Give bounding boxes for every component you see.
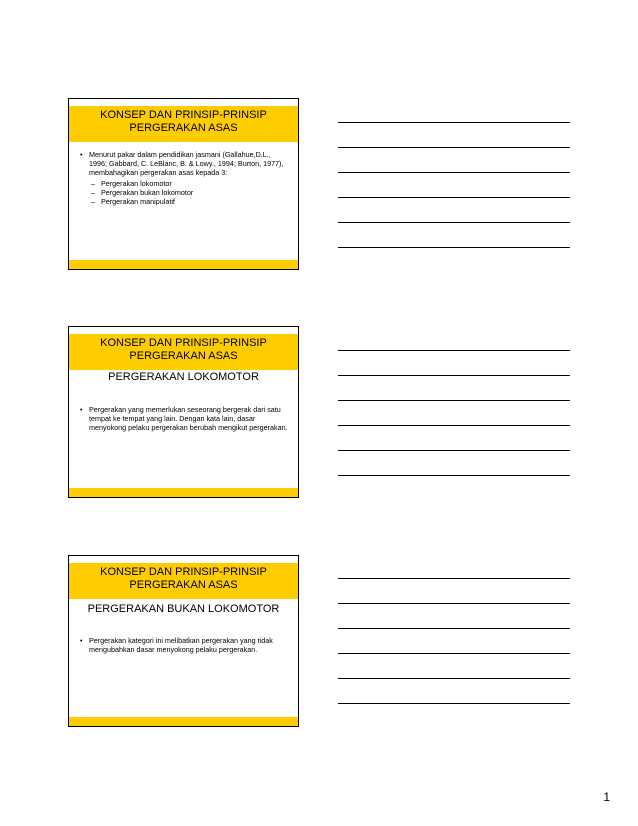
sub-item-manipulatif: – Pergerakan manipulatif (91, 197, 288, 206)
slide-subheading: PERGERAKAN LOKOMOTOR (108, 371, 259, 383)
note-line (338, 147, 570, 148)
sub-list (91, 179, 288, 207)
slide-title-line-1: KONSEP DAN PRINSIP-PRINSIP (100, 337, 267, 349)
slide-subheading: PERGERAKAN BUKAN LOKOMOTOR (87, 603, 280, 615)
slide-footer-bar (69, 488, 298, 497)
sub-item-lokomotor: – Pergerakan lokomotor (91, 179, 288, 188)
note-line (338, 222, 570, 223)
note-line (338, 350, 570, 351)
note-line (338, 197, 570, 198)
slide-title-line-1: KONSEP DAN PRINSIP-PRINSIP (100, 109, 267, 121)
note-line (338, 475, 570, 476)
bullet-text: • Pergerakan yang memerlukan seseorang bergerak dari satu tempat ke tempat yang lain. Dengan kata lain, dasar menyokong pelaku pergerakan berubah mengikut pergerakan. (79, 405, 288, 433)
slide-title-line-2: PERGERAKAN ASAS (129, 579, 238, 591)
note-line (338, 122, 570, 123)
note-line (338, 628, 570, 629)
slide-title-line-1: KONSEP DAN PRINSIP-PRINSIP (100, 566, 267, 578)
slide-body (79, 150, 288, 206)
slide-title-line-2: PERGERAKAN ASAS (129, 350, 238, 362)
slide-body (79, 405, 288, 433)
note-line (338, 425, 570, 426)
sub-item-bukan-lokomotor: – Pergerakan bukan lokomotor (91, 188, 288, 197)
bullet-text: • Pergerakan kategori ini melibatkan pergerakan yang tidak mengubahkan dasar menyokong pelaku pergerakan. (79, 636, 288, 654)
slide-title (69, 563, 298, 599)
slide-title (69, 106, 298, 142)
note-line (338, 172, 570, 173)
notes-lines-1 (338, 122, 570, 272)
bullet-text: • Menurut pakar dalam pendidikan jasmani (Gallahue,D.L., 1996; Gabbard, C. LeBlanc, B. & Lowy., 1994; Burton, 1977), membahagikan pergerakan asas kepada 3: (79, 150, 288, 178)
note-line (338, 450, 570, 451)
note-line (338, 653, 570, 654)
slide-3 (68, 555, 299, 727)
slide-title-line-2: PERGERAKAN ASAS (129, 122, 238, 134)
page-number: 1 (603, 790, 610, 804)
slide-title (69, 334, 298, 370)
notes-lines-2 (338, 350, 570, 500)
note-line (338, 603, 570, 604)
notes-lines-3 (338, 578, 570, 728)
note-line (338, 247, 570, 248)
slide-2 (68, 326, 299, 498)
slide-footer-bar (69, 717, 298, 726)
slide-footer-bar (69, 260, 298, 269)
note-line (338, 703, 570, 704)
note-line (338, 578, 570, 579)
note-line (338, 375, 570, 376)
note-line (338, 400, 570, 401)
slide-1 (68, 98, 299, 270)
slide-body (79, 636, 288, 654)
note-line (338, 678, 570, 679)
